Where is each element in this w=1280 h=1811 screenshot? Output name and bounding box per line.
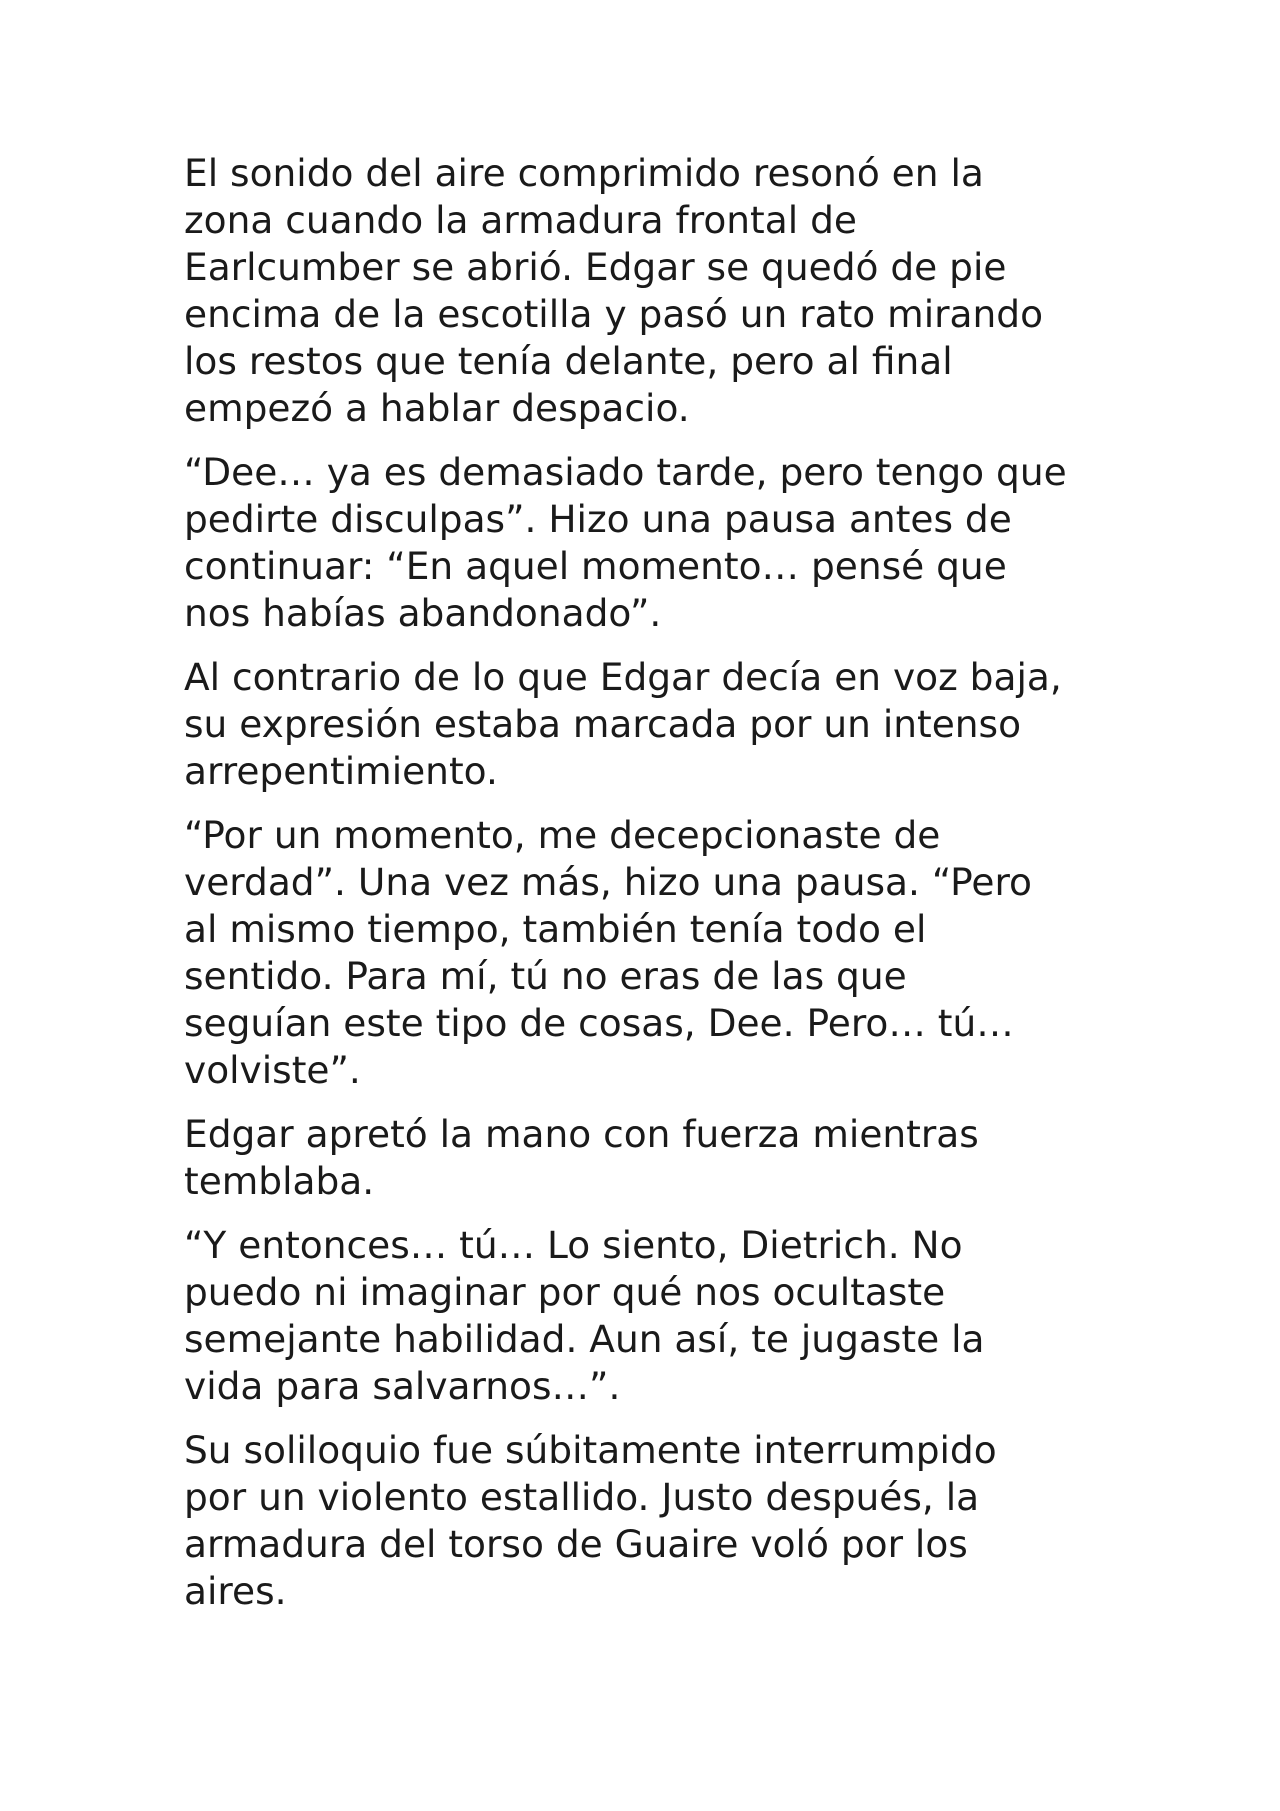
paragraph-2: “Dee… ya es demasiado tarde, pero tengo que pedirte disculpas”. Hizo una pausa antes de continuar: “En aquel momento… pensé que nos habías abandonado”. — [184, 450, 1067, 635]
paragraph-4: “Por un momento, me decepcionaste de verdad”. Una vez más, hizo una pausa. “Pero al mismo tiempo, también tenía todo el sentido. Para mí, tú no eras de las que seguían este tipo de cosas, Dee. Pero… tú… volviste”. — [184, 813, 1032, 1092]
paragraph-1: El sonido del aire comprimido resonó en la zona cuando la armadura frontal de Earlcumber se abrió. Edgar se quedó de pie encima de la escotilla y pasó un rato mirando los restos que tenía delante, pero al final empezó a hablar despacio. — [184, 151, 1044, 430]
paragraph-7: Su soliloquio fue súbitamente interrumpido por un violento estallido. Justo después, la armadura del torso de Guaire voló por los aires. — [184, 1428, 997, 1613]
paragraph-6: “Y entonces… tú… Lo siento, Dietrich. No puedo ni imaginar por qué nos ocultaste semejante habilidad. Aun así, te jugaste la vida para salvarnos…”. — [184, 1223, 985, 1408]
paragraph-3: Al contrario de lo que Edgar decía en voz baja, su expresión estaba marcada por un intenso arrepentimiento. — [184, 655, 1062, 793]
paragraph-5: Edgar apretó la mano con fuerza mientras temblaba. — [184, 1112, 979, 1203]
text-body — [184, 150, 1130, 1615]
